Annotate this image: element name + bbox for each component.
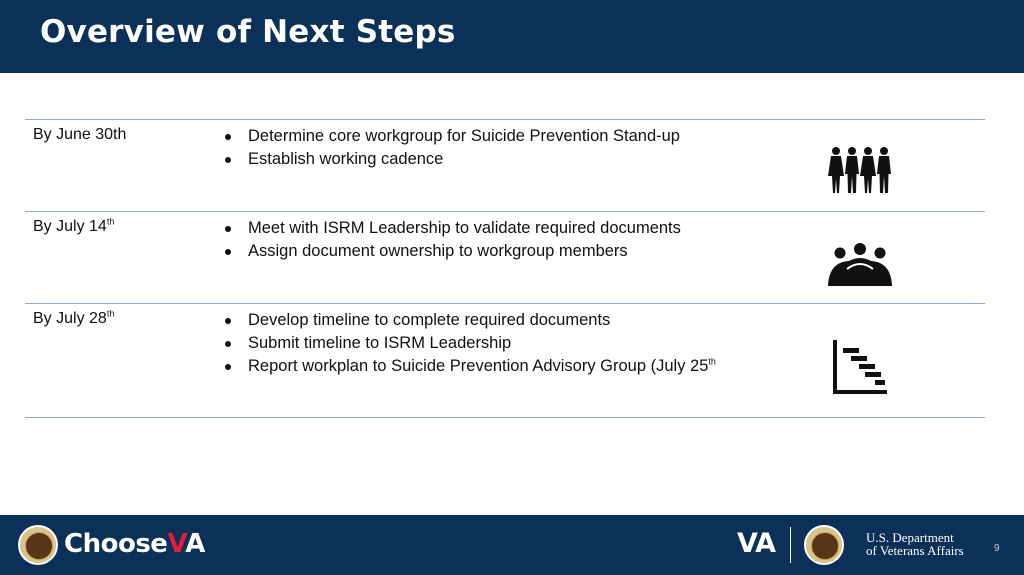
- choose-va-logo: ChooseVA: [64, 529, 205, 559]
- va-seal-logo: [18, 525, 58, 565]
- footer-bar: [0, 515, 1024, 575]
- people-group-icon: [827, 146, 895, 199]
- list-item: Develop timeline to complete required documents: [223, 309, 716, 332]
- row-date: By July 14th: [33, 216, 115, 235]
- bullet-list: [223, 217, 681, 263]
- meeting-icon: [827, 242, 893, 293]
- row-date: By July 28th: [33, 308, 115, 327]
- title-bar: [0, 0, 1024, 73]
- va-wordmark-logo: VA: [737, 528, 775, 559]
- list-item: Meet with ISRM Leadership to validate required documents: [223, 217, 681, 240]
- bullet-list: [223, 125, 680, 171]
- page-number: 9: [994, 543, 1000, 554]
- list-item: Submit timeline to ISRM Leadership: [223, 332, 716, 355]
- footer-divider: [790, 527, 791, 563]
- list-item: Determine core workgroup for Suicide Prevention Stand-up: [223, 125, 680, 148]
- list-item: Report workplan to Suicide Prevention Advisory Group (July 25th: [223, 355, 716, 378]
- table-row: [25, 119, 985, 211]
- row-date: By June 30th: [33, 126, 127, 143]
- bullet-list: [223, 309, 716, 378]
- va-seal-logo: [804, 525, 844, 565]
- table-row: [25, 211, 985, 303]
- gantt-chart-icon: [833, 340, 889, 401]
- page-title: Overview of Next Steps: [40, 14, 456, 50]
- department-name: U.S. Department of Veterans Affairs: [866, 530, 964, 558]
- next-steps-table: [25, 119, 985, 418]
- table-row: [25, 303, 985, 418]
- list-item: Assign document ownership to workgroup members: [223, 240, 681, 263]
- list-item: Establish working cadence: [223, 148, 680, 171]
